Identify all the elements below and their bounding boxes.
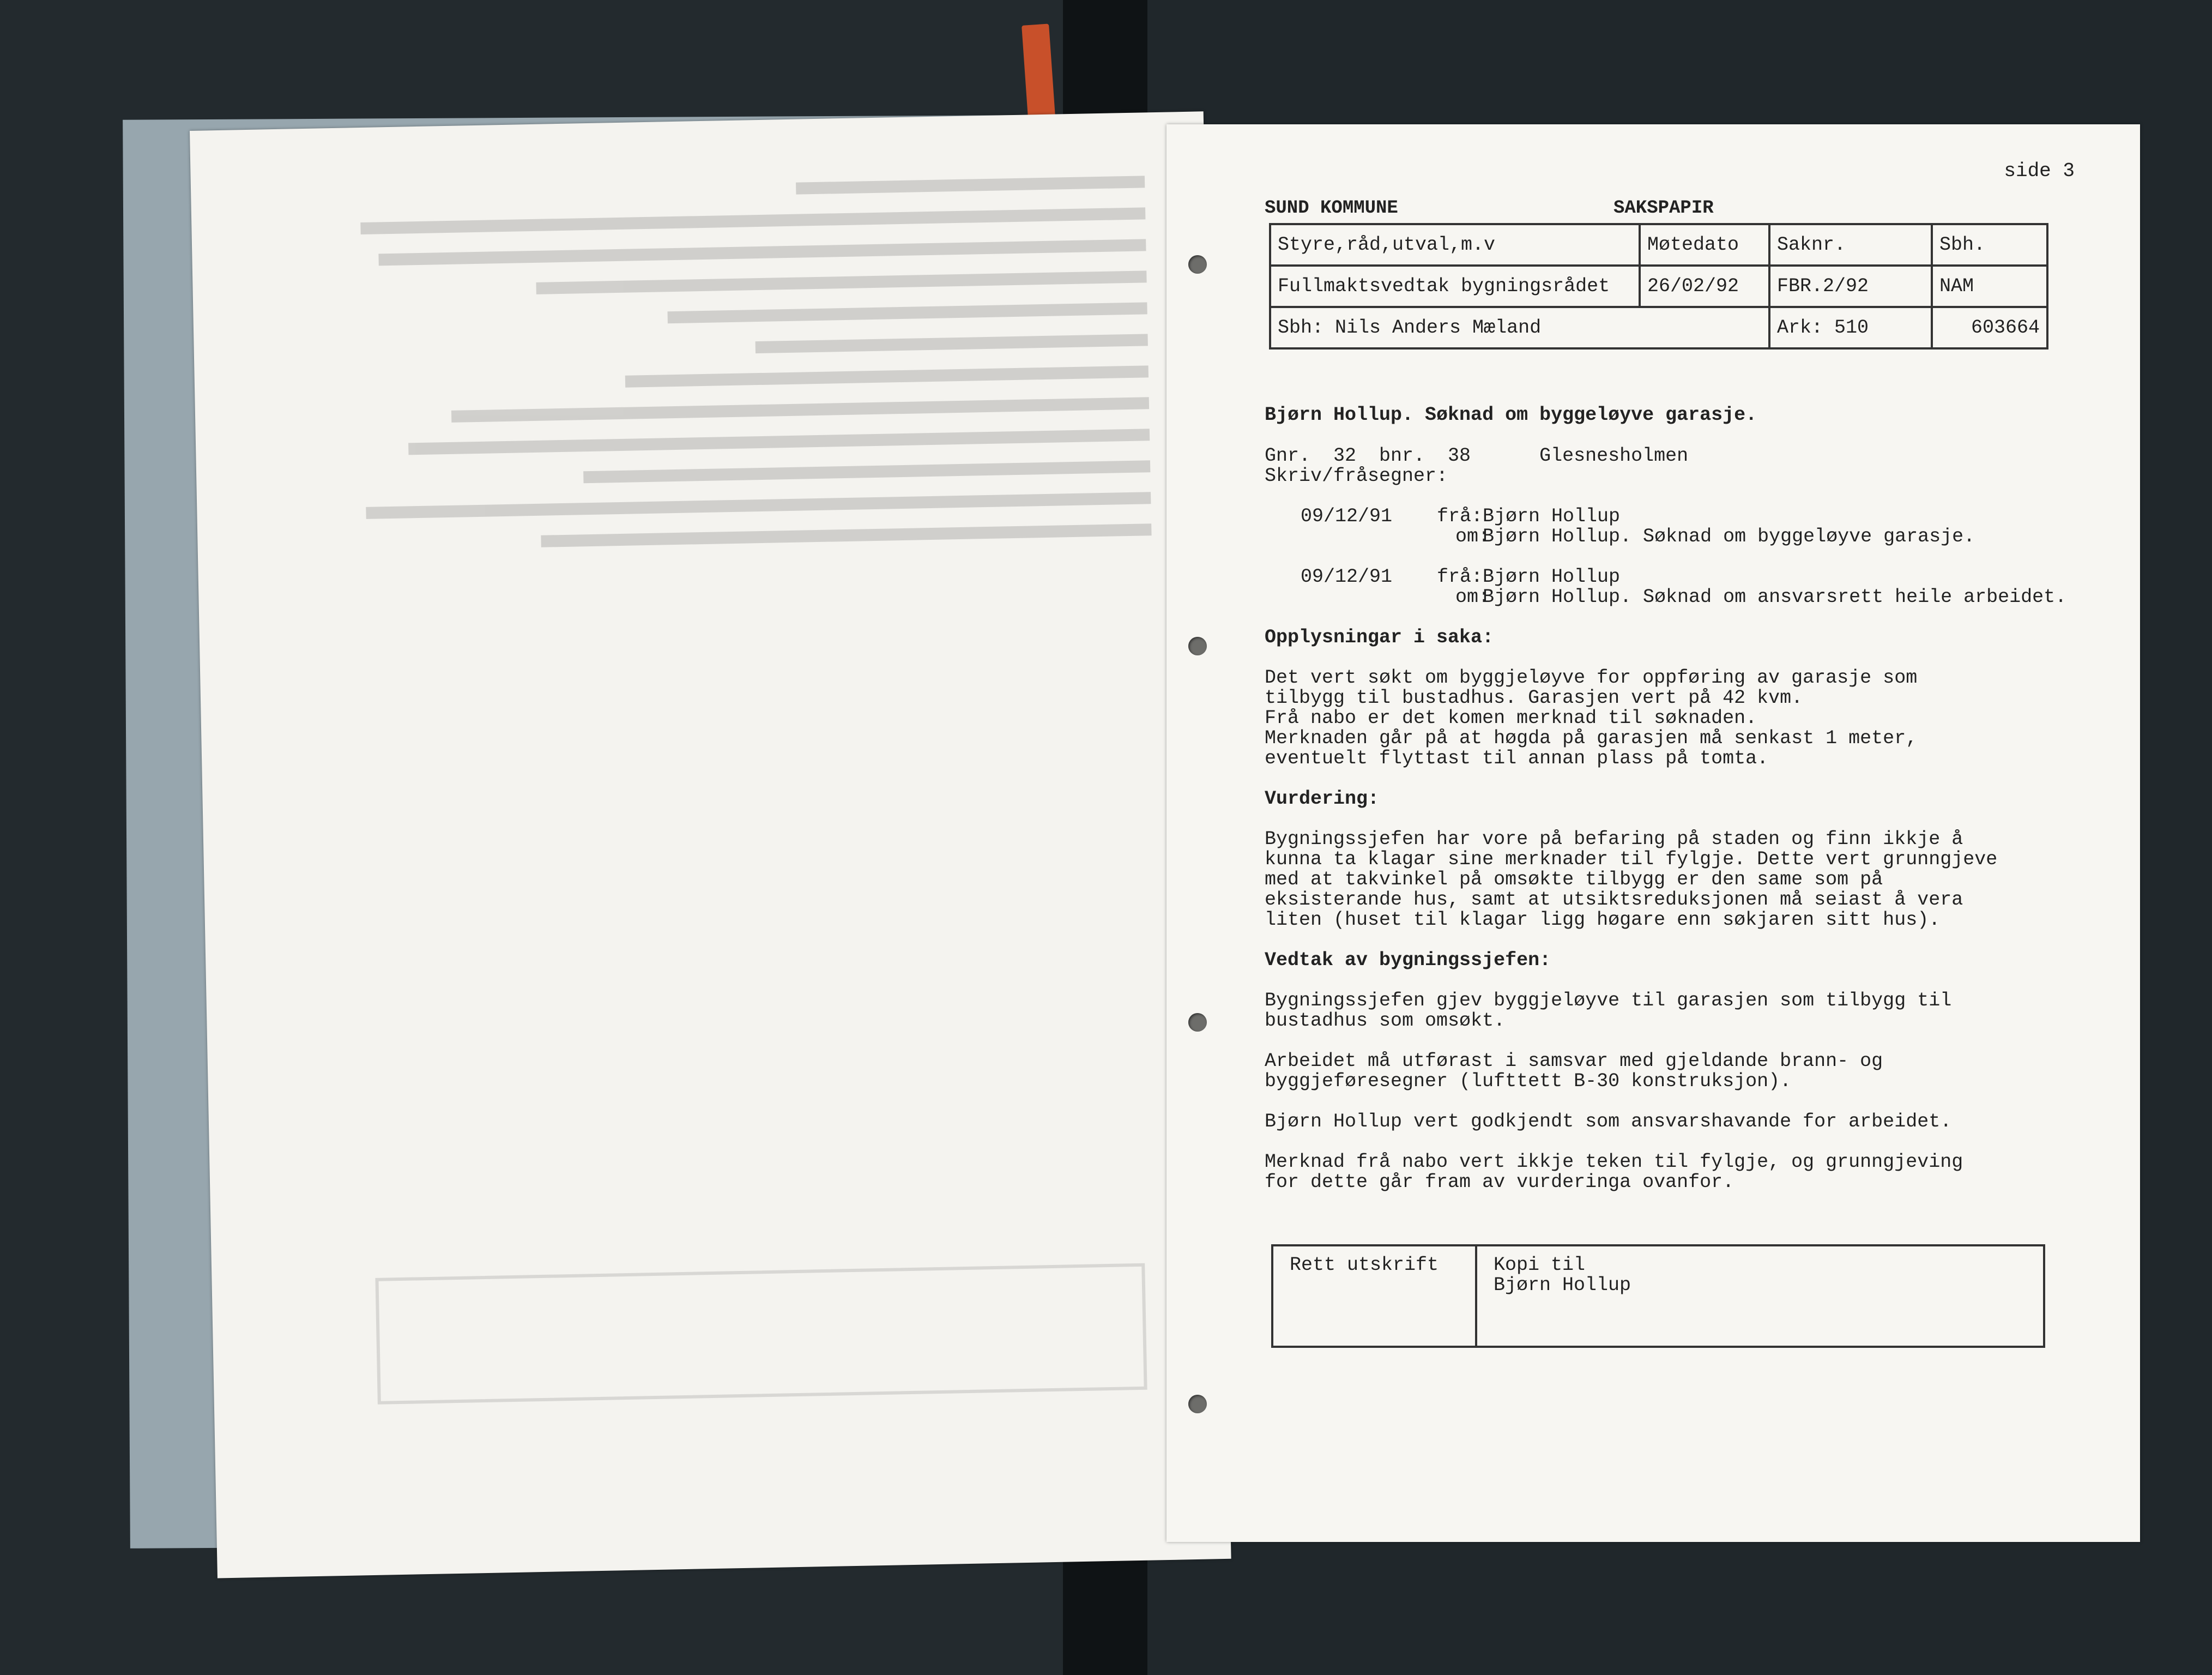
entry-from-label: frå: xyxy=(1437,566,1483,588)
document-header xyxy=(1265,198,2115,223)
document-page xyxy=(1167,124,2140,1542)
page-number: side 3 xyxy=(2004,160,2075,182)
entry-from-label: frå: xyxy=(1437,505,1483,527)
footer-table xyxy=(1271,1244,2045,1348)
entry-om: Bjørn Hollup. Søknad om byggeløyve garasje. xyxy=(1483,526,1975,547)
meta-cell: FBR.2/92 xyxy=(1769,266,1932,307)
meta-cell: 603664 xyxy=(1932,307,2047,348)
document-type: SAKSPAPIR xyxy=(1613,198,1714,219)
punch-hole xyxy=(1188,1013,1207,1032)
vedtak-paragraph: Arbeidet må utførast i samsvar med gjeldande brann- og byggjeføresegner (lufttett B-30 konstruksjon). xyxy=(1265,1050,1883,1092)
punch-hole xyxy=(1188,255,1207,274)
skriv-label: Skriv/fråsegner: xyxy=(1265,465,1448,487)
correspondence-entry xyxy=(1265,567,2115,607)
vedtak-paragraph: Bjørn Hollup vert godkjendt som ansvarshavande for arbeidet. xyxy=(1265,1111,1952,1132)
gnr-line: Gnr. 32 bnr. 38 Glesnesholmen xyxy=(1265,445,1689,467)
meta-row xyxy=(1270,266,2047,307)
meta-row xyxy=(1270,307,2047,348)
entry-om-label: om: xyxy=(1455,586,1490,608)
entry-from: Bjørn Hollup xyxy=(1483,566,1621,588)
document-body xyxy=(1265,154,2115,1348)
entry-from: Bjørn Hollup xyxy=(1483,505,1621,527)
show-through-footer-box xyxy=(375,1263,1147,1405)
vurdering-text: Bygningssjefen har vore på befaring på staden og finn ikkje å kunna ta klagar sine merknader til fylgje. Dette vert grunngjeve med at takvinkel på omsøkte tilbygg er den same som på eksisterande hus, samt at utsiktsreduksjonen må seiast å vera liten (huset til klagar ligg høgare enn søkjaren sitt hus). xyxy=(1265,828,1998,931)
case-title: Bjørn Hollup. Søknad om byggeløyve garasje. xyxy=(1265,404,1757,426)
organization-name: SUND KOMMUNE xyxy=(1265,198,1398,219)
show-through-text xyxy=(273,156,1157,827)
meta-cell: Saknr. xyxy=(1769,224,1932,266)
vedtak-paragraph: Merknad frå nabo vert ikkje teken til fylgje, og grunngjeving for dette går fram av vurderinga ovanfor. xyxy=(1265,1151,1963,1193)
vedtak-paragraph: Bygningssjefen gjev byggjeløyve til garasjen som tilbygg til bustadhus som omsøkt. xyxy=(1265,990,1952,1032)
meta-cell: Sbh: Nils Anders Mæland xyxy=(1270,307,1769,348)
correspondence-entry xyxy=(1265,507,2115,547)
entry-date: 09/12/91 xyxy=(1301,566,1393,588)
entry-om-label: om: xyxy=(1455,526,1490,547)
meta-cell: Fullmaktsvedtak bygningsrådet xyxy=(1270,266,1640,307)
meta-cell: Styre,råd,utval,m.v xyxy=(1270,224,1640,266)
meta-cell: Ark: 510 xyxy=(1769,307,1932,348)
opplysningar-heading: Opplysningar i saka: xyxy=(1265,626,1494,648)
entry-date: 09/12/91 xyxy=(1301,505,1393,527)
meta-cell: Sbh. xyxy=(1932,224,2047,266)
meta-cell: Møtedato xyxy=(1640,224,1769,266)
meta-cell: 26/02/92 xyxy=(1640,266,1769,307)
punch-hole xyxy=(1188,637,1207,655)
meta-cell: NAM xyxy=(1932,266,2047,307)
kopi-til-text: Kopi til Bjørn Hollup xyxy=(1494,1254,1631,1296)
meta-table xyxy=(1269,223,2048,350)
opplysningar-text: Det vert søkt om byggjeløyve for oppføring av garasje som tilbygg til bustadhus. Garasjen vert på 42 kvm. Frå nabo er det komen merknad til søknaden. Merknaden går på at høgda på garasjen må senkast 1 meter, eventuelt flyttast til annan plass på tomta. xyxy=(1265,667,1918,769)
vurdering-heading: Vurdering: xyxy=(1265,788,1380,810)
left-page-reverse-side xyxy=(190,111,1231,1578)
rett-utskrift-label: Rett utskrift xyxy=(1290,1254,1439,1276)
meta-row xyxy=(1270,224,2047,266)
punch-hole xyxy=(1188,1395,1207,1413)
entry-om: Bjørn Hollup. Søknad om ansvarsrett heile arbeidet. xyxy=(1483,586,2067,608)
vedtak-heading: Vedtak av bygningssjefen: xyxy=(1265,949,1551,971)
